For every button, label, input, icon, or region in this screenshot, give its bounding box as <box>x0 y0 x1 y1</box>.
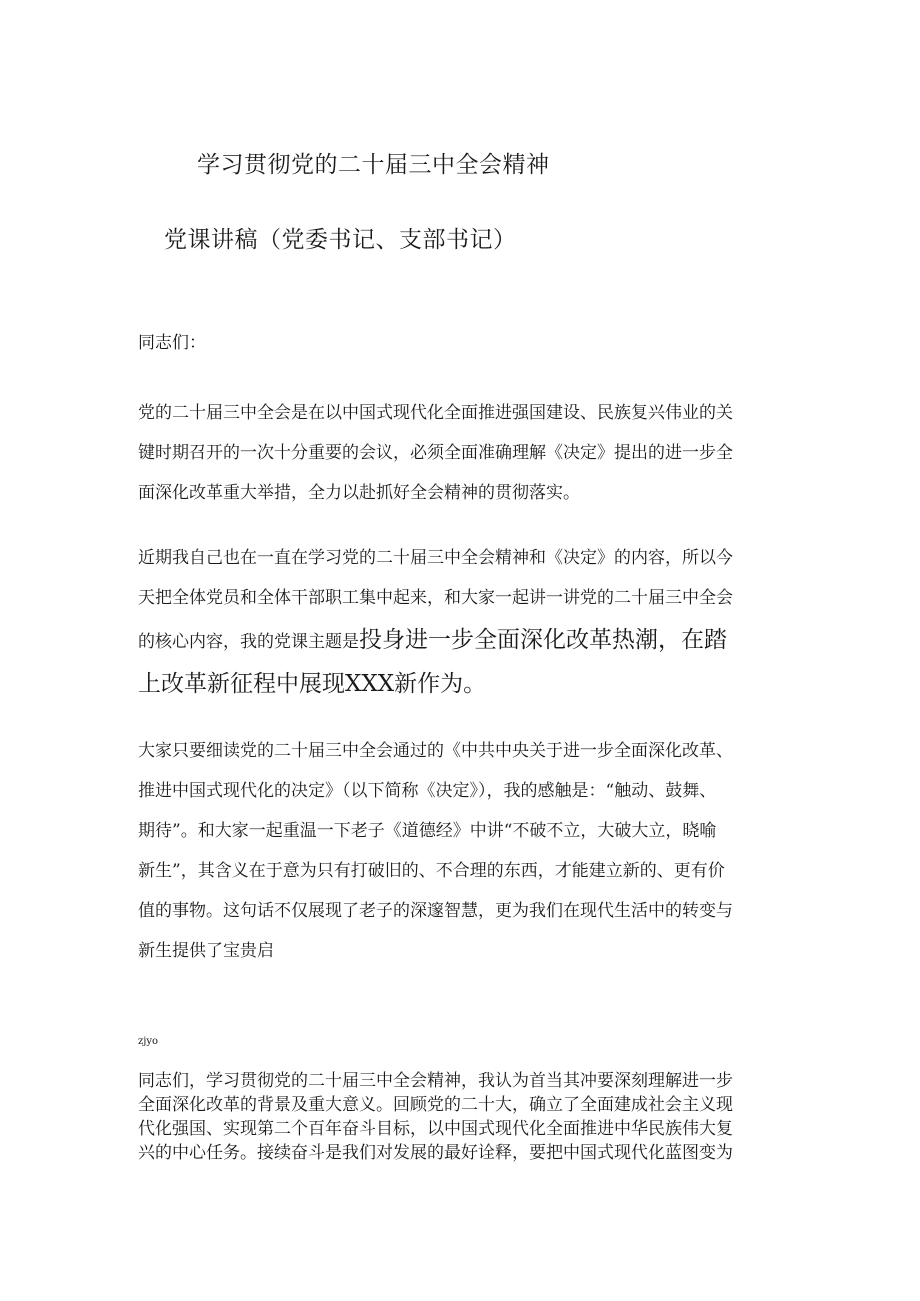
document-title-line2: 党课讲稿（党委书记、支部书记） <box>164 227 517 253</box>
paragraph-1 <box>138 393 788 513</box>
paragraph-line: 全面深化改革的背景及重大意义。回顾党的二十大，确立了全面建成社会主义现 <box>138 1095 733 1115</box>
paragraph-line: 新生”，其含义在于意为只有打破旧的、不合理的东西，才能建立新的、更有价 <box>138 861 725 881</box>
paragraph-3 <box>138 731 788 971</box>
paragraph-line: 天把全体党员和全体干部职工集中起来，和大家一起讲一讲党的二十届三中全会 <box>138 588 733 608</box>
paragraph-line: 值的事物。这句话不仅展现了老子的深邃智慧，更为我们在现代生活中的转变与 <box>138 901 733 921</box>
paragraph-line: 期待”。和大家一起重温一下老子《道德经》中讲“不破不立，大破大立，晓喻 <box>138 821 717 841</box>
paragraph-line: 兴的中心任务。接续奋斗是我们对发展的最好诠释，要把中国式现代化蓝图变为 <box>138 1143 733 1163</box>
lecture-theme-text: 投身进一步全面深化改革热潮，在踏 <box>359 627 727 653</box>
paragraph-line: 近期我自己也在一直在学习党的二十届三中全会精神和《决定》的内容，所以今 <box>138 548 733 568</box>
paragraph-line: 面深化改革重大举措，全力以赴抓好全会精神的贯彻落实。 <box>138 483 580 503</box>
paragraph-line <box>138 662 788 706</box>
paragraph-line: 键时期召开的一次十分重要的会议，必须全面准确理解《决定》提出的进一步全 <box>138 443 733 463</box>
stray-text: zjyo <box>138 1036 159 1047</box>
paragraph-line: 同志们，学习贯彻党的二十届三中全会精神，我认为首当其冲要深刻理解进一步 <box>138 1071 733 1091</box>
paragraph-line: 大家只要细读党的二十届三中全会通过的《中共中央关于进一步全面深化改革、 <box>138 741 733 761</box>
paragraph-line: 党的二十届三中全会是在以中国式现代化全面推进强国建设、民族复兴伟业的关 <box>138 403 733 423</box>
lecture-theme-text: 上改革新征程中展现XXX新作为。 <box>138 671 487 697</box>
salutation: 同志们： <box>138 333 206 353</box>
paragraph-line: 新生提供了宝贵启 <box>138 941 274 961</box>
paragraph-line: 代化强国、实现第二个百年奋斗目标，以中国式现代化全面推进中华民族伟大复 <box>138 1119 733 1139</box>
paragraph-line <box>138 618 788 662</box>
document-title-line1: 学习贯彻党的二十届三中全会精神 <box>197 152 550 178</box>
paragraph-line: 推进中国式现代化的决定》（以下简称《决定》），我的感触是：“触动、鼓舞、 <box>138 781 717 801</box>
theme-intro-text: 的核心内容，我的党课主题是 <box>138 632 359 652</box>
paragraph-2 <box>138 538 788 706</box>
paragraph-4 <box>138 1069 788 1165</box>
